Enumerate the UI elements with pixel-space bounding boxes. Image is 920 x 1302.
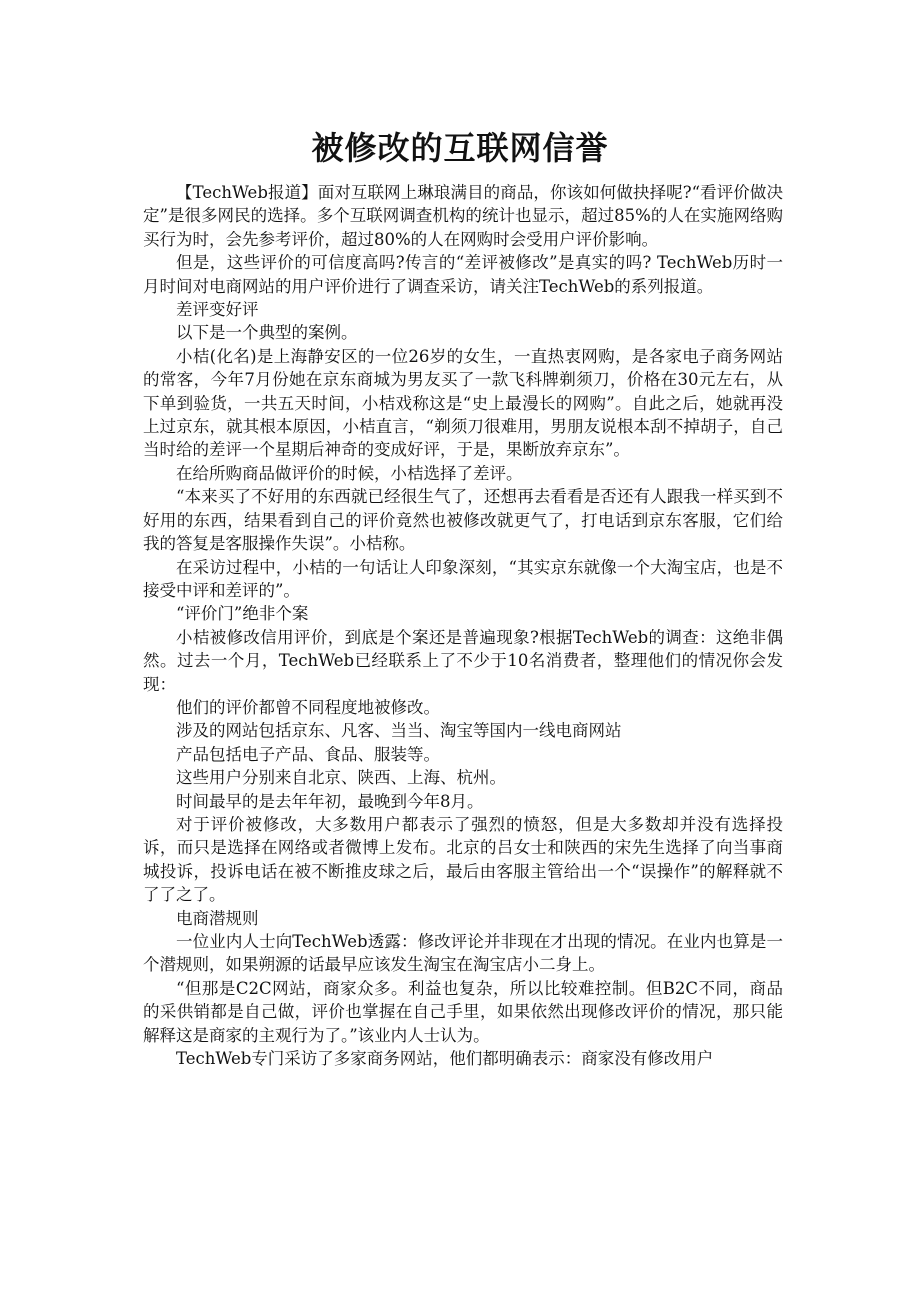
section-heading: 电商潜规则 bbox=[176, 908, 259, 928]
paragraph: 小桔(化名)是上海静安区的一位26岁的女生，一直热衷网购，是各家电子商务网站的常客，今年7月份她在京东商城为男友买了一款飞科牌剃须刀，价格在30元左右，从下单到验货，一共五天时间，小桔戏称这是“史上最漫长的网购”。自此之后，她就再没上过京东，就其根本原因，小桔直言，“剃须刀很难用，男朋友说根本刮不掉胡子，自己当时给的差评一个星期后神奇的变成好评，于是，果断放弃京东”。 bbox=[143, 346, 783, 460]
paragraph: “但那是C2C网站，商家众多。利益也复杂，所以比较难控制。但B2C不同，商品的采供销都是自己做，评价也掌握在自己手里，如果依然出现修改评价的情况，那只能解释这是商家的主观行为了。”该业内人士认为。 bbox=[143, 978, 783, 1045]
paragraph: 小桔被修改信用评价，到底是个案还是普遍现象?根据TechWeb的调查：这绝非偶然。过去一个月，TechWeb已经联系上了不少于10名消费者，整理他们的情况你会发现： bbox=[143, 627, 783, 694]
paragraph: 【TechWeb报道】面对互联网上琳琅满目的商品，你该如何做抉择呢?“看评价做决定”是很多网民的选择。多个互联网调查机构的统计也显示，超过85%的人在实施网络购买行为时，会先参考评价，超过80%的人在网购时会受用户评价影响。 bbox=[143, 183, 783, 249]
list-item: 他们的评价都曾不同程度地被修改。 bbox=[176, 697, 440, 717]
list-item: 产品包括电子产品、食品、服装等。 bbox=[176, 744, 440, 764]
list-item: 这些用户分别来自北京、陕西、上海、杭州。 bbox=[176, 768, 506, 788]
section-heading: “评价门”绝非个案 bbox=[176, 604, 309, 624]
paragraph: TechWeb专门采访了多家商务网站，他们都明确表示：商家没有修改用户 bbox=[176, 1049, 714, 1069]
paragraph: 在给所购商品做评价的时候，小桔选择了差评。 bbox=[176, 463, 523, 483]
paragraph: 以下是一个典型的案例。 bbox=[176, 323, 358, 343]
paragraph: 对于评价被修改，大多数用户都表示了强烈的愤怒，但是大多数却并没有选择投诉，而只是选择在网络或者微博上发布。北京的吕女士和陕西的宋先生选择了向当事商城投诉，投诉电话在被不断推皮球之后，最后由客服主管给出一个“误操作”的解释就不了了之了。 bbox=[143, 814, 783, 905]
paragraph: 在采访过程中，小桔的一句话让人印象深刻，“其实京东就像一个大淘宝店，也是不接受中评和差评的”。 bbox=[143, 557, 783, 600]
list-item: 涉及的网站包括京东、凡客、当当、淘宝等国内一线电商网站 bbox=[176, 721, 622, 741]
paragraph: 但是，这些评价的可信度高吗?传言的“差评被修改”是真实的吗? TechWeb历时一月时间对电商网站的用户评价进行了调查采访，请关注TechWeb的系列报道。 bbox=[143, 253, 783, 296]
paragraph: “本来买了不好用的东西就已经很生气了，还想再去看看是否还有人跟我一样买到不好用的东西，结果看到自己的评价竟然也被修改就更气了，打电话到京东客服，它们给我的答复是客服操作失误”。小桔称。 bbox=[143, 487, 783, 554]
document-body bbox=[143, 181, 783, 1070]
section-heading: 差评变好评 bbox=[176, 300, 259, 320]
paragraph: 一位业内人士向TechWeb透露：修改评论并非现在才出现的情况。在业内也算是一个潜规则，如果朔源的话最早应该发生淘宝在淘宝店小二身上。 bbox=[143, 932, 783, 975]
list-item: 时间最早的是去年年初，最晚到今年8月。 bbox=[176, 791, 484, 811]
document-title: 被修改的互联网信誉 bbox=[311, 129, 609, 167]
